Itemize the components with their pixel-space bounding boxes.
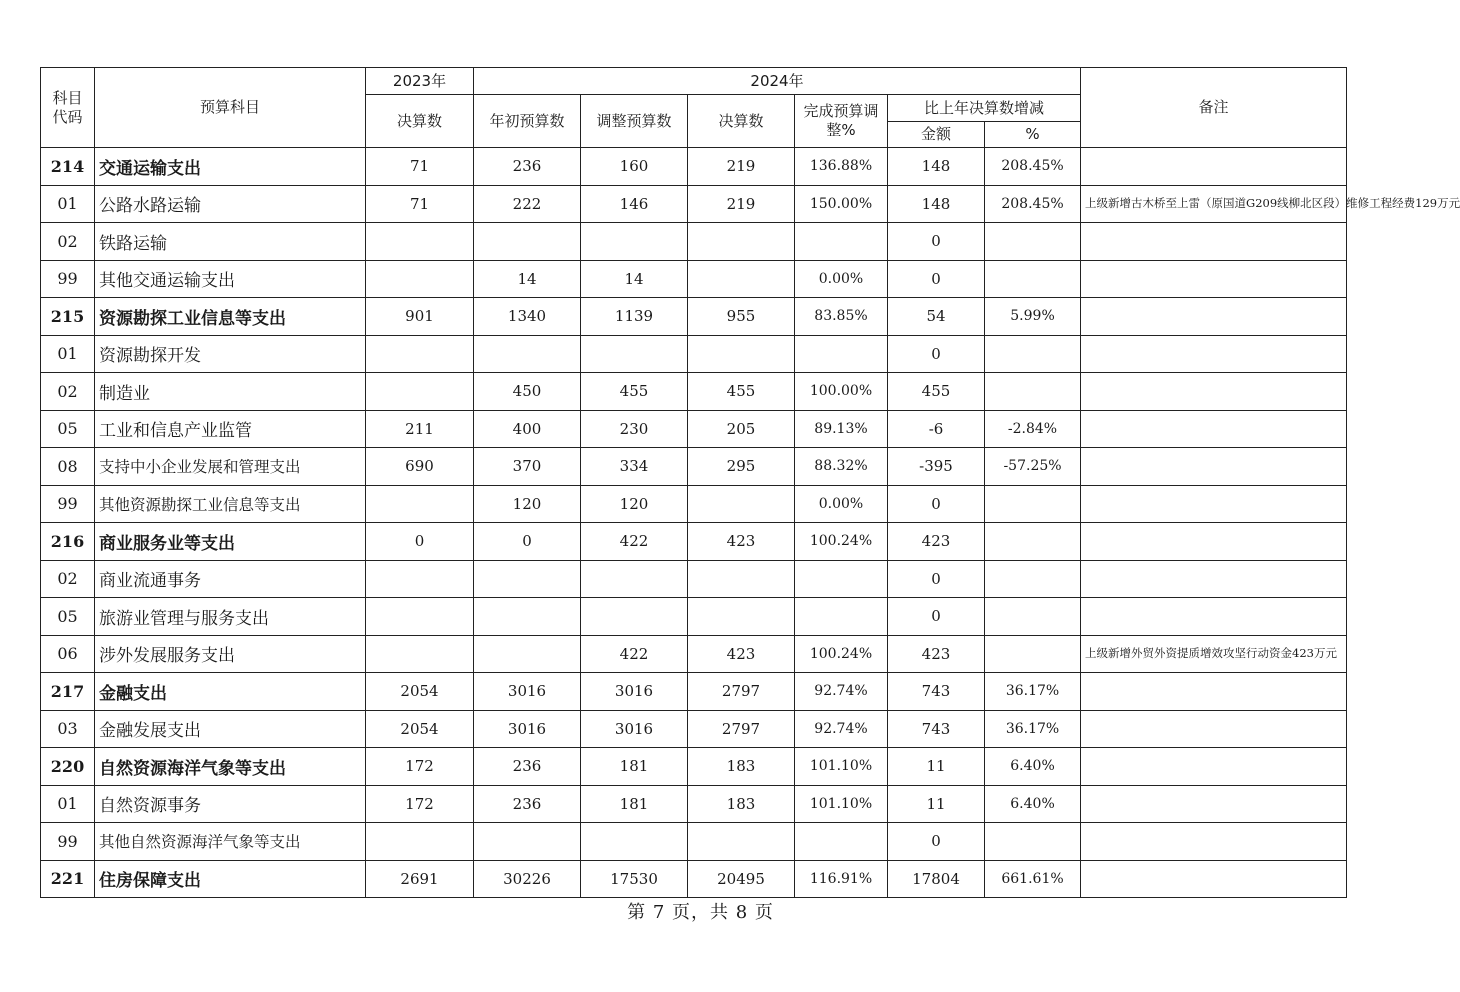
table-row [41,635,1347,673]
budget-sheet [40,67,1460,898]
row-name-cell: 金融支出 [95,673,366,711]
header-subject: 预算科目 [95,68,366,148]
table-row [41,185,1347,223]
row-code-cell: 221 [41,860,95,898]
row-2023-final-cell: 172 [366,785,474,823]
row-initial-budget-cell: 236 [474,748,581,786]
row-name-cell: 其他交通运输支出 [95,260,366,298]
row-note-cell [1081,260,1347,298]
row-2023-final-cell [366,560,474,598]
row-change-amount-cell: 11 [888,748,985,786]
row-2023-final-cell [366,823,474,861]
row-code-cell: 216 [41,523,95,561]
table-row [41,335,1347,373]
row-final-cell [688,260,795,298]
row-2023-final-cell: 2054 [366,710,474,748]
row-change-amount-cell: -6 [888,410,985,448]
row-final-cell: 2797 [688,710,795,748]
row-change-amount-cell: -395 [888,448,985,486]
header-initial-budget: 年初预算数 [474,95,581,148]
row-name-cell: 金融发展支出 [95,710,366,748]
row-adjusted-budget-cell: 146 [581,185,688,223]
row-change-percent-cell [985,560,1081,598]
row-note-cell: 上级新增古木桥至上雷（原国道G209线柳北区段）维修工程经费129万元 [1081,185,1347,223]
row-code-cell: 02 [41,373,95,411]
table-row [41,410,1347,448]
row-name-cell: 住房保障支出 [95,860,366,898]
row-completion-cell: 0.00% [795,260,888,298]
row-code-cell: 02 [41,560,95,598]
row-2023-final-cell: 172 [366,748,474,786]
row-final-cell: 455 [688,373,795,411]
row-2023-final-cell: 2054 [366,673,474,711]
row-completion-cell: 100.00% [795,373,888,411]
row-change-percent-cell: 208.45% [985,148,1081,186]
row-adjusted-budget-cell [581,335,688,373]
table-row [41,485,1347,523]
budget-table [40,67,1460,898]
row-initial-budget-cell: 236 [474,785,581,823]
row-name-cell: 商业服务业等支出 [95,523,366,561]
row-final-cell: 205 [688,410,795,448]
row-change-percent-cell: 6.40% [985,748,1081,786]
row-completion-cell: 92.74% [795,673,888,711]
row-code-cell: 99 [41,485,95,523]
row-change-percent-cell [985,485,1081,523]
row-name-cell: 制造业 [95,373,366,411]
header-prev-final: 决算数 [366,95,474,148]
row-change-amount-cell: 455 [888,373,985,411]
row-2023-final-cell: 71 [366,148,474,186]
row-2023-final-cell: 901 [366,298,474,336]
row-initial-budget-cell: 1340 [474,298,581,336]
row-note-cell [1081,748,1347,786]
header-final: 决算数 [688,95,795,148]
row-2023-final-cell [366,485,474,523]
row-change-percent-cell: 661.61% [985,860,1081,898]
table-header [41,68,1347,148]
row-adjusted-budget-cell [581,598,688,636]
row-code-cell: 220 [41,748,95,786]
row-completion-cell [795,223,888,261]
row-adjusted-budget-cell [581,560,688,598]
table-row [41,260,1347,298]
row-completion-cell [795,598,888,636]
row-final-cell: 423 [688,635,795,673]
row-name-cell: 涉外发展服务支出 [95,635,366,673]
row-adjusted-budget-cell: 230 [581,410,688,448]
header-vs-prev: 比上年决算数增减 [888,95,1081,122]
row-initial-budget-cell [474,823,581,861]
header-code [41,68,95,148]
header-code-line1: 科目 [52,88,83,107]
row-change-amount-cell: 148 [888,148,985,186]
row-name-cell: 旅游业管理与服务支出 [95,598,366,636]
row-completion-cell: 150.00% [795,185,888,223]
row-initial-budget-cell [474,560,581,598]
row-adjusted-budget-cell: 160 [581,148,688,186]
row-final-cell: 295 [688,448,795,486]
row-adjusted-budget-cell: 120 [581,485,688,523]
table-row [41,523,1347,561]
row-completion-cell: 116.91% [795,860,888,898]
table-row [41,860,1347,898]
row-final-cell: 955 [688,298,795,336]
row-initial-budget-cell: 14 [474,260,581,298]
table-row [41,710,1347,748]
table-row [41,598,1347,636]
row-completion-cell: 89.13% [795,410,888,448]
row-change-amount-cell: 11 [888,785,985,823]
row-final-cell [688,223,795,261]
row-name-cell: 铁路运输 [95,223,366,261]
row-note-cell [1081,148,1347,186]
row-completion-cell: 88.32% [795,448,888,486]
row-adjusted-budget-cell: 14 [581,260,688,298]
row-name-cell: 交通运输支出 [95,148,366,186]
row-initial-budget-cell: 450 [474,373,581,411]
row-initial-budget-cell: 370 [474,448,581,486]
row-initial-budget-cell [474,598,581,636]
table-row [41,748,1347,786]
row-initial-budget-cell: 3016 [474,710,581,748]
row-final-cell: 183 [688,785,795,823]
row-code-cell: 02 [41,223,95,261]
row-2023-final-cell: 211 [366,410,474,448]
row-final-cell [688,823,795,861]
row-adjusted-budget-cell: 422 [581,635,688,673]
row-final-cell: 20495 [688,860,795,898]
row-adjusted-budget-cell: 455 [581,373,688,411]
row-note-cell [1081,673,1347,711]
row-change-percent-cell [985,335,1081,373]
header-year-2024: 2024年 [474,68,1081,95]
row-name-cell: 支持中小企业发展和管理支出 [95,448,366,486]
row-final-cell: 219 [688,148,795,186]
row-change-amount-cell: 0 [888,223,985,261]
row-change-percent-cell: 36.17% [985,710,1081,748]
row-name-cell: 其他资源勘探工业信息等支出 [95,485,366,523]
row-change-percent-cell: 208.45% [985,185,1081,223]
row-change-percent-cell: -57.25% [985,448,1081,486]
row-final-cell [688,598,795,636]
row-note-cell [1081,823,1347,861]
row-change-amount-cell: 423 [888,523,985,561]
row-name-cell: 商业流通事务 [95,560,366,598]
row-adjusted-budget-cell [581,223,688,261]
table-row [41,785,1347,823]
row-name-cell: 自然资源事务 [95,785,366,823]
row-name-cell: 资源勘探开发 [95,335,366,373]
row-initial-budget-cell: 3016 [474,673,581,711]
row-note-cell [1081,448,1347,486]
row-code-cell: 99 [41,823,95,861]
row-adjusted-budget-cell: 1139 [581,298,688,336]
row-adjusted-budget-cell [581,823,688,861]
row-change-amount-cell: 423 [888,635,985,673]
row-completion-cell [795,335,888,373]
row-name-cell: 其他自然资源海洋气象等支出 [95,823,366,861]
table-row [41,298,1347,336]
row-completion-cell: 101.10% [795,748,888,786]
row-change-amount-cell: 0 [888,335,985,373]
header-notes: 备注 [1081,68,1347,148]
row-note-cell [1081,598,1347,636]
row-name-cell: 公路水路运输 [95,185,366,223]
row-change-amount-cell: 0 [888,485,985,523]
header-year-2023: 2023年 [366,68,474,95]
row-change-percent-cell: 6.40% [985,785,1081,823]
row-name-cell: 工业和信息产业监管 [95,410,366,448]
row-note-cell [1081,410,1347,448]
row-final-cell [688,560,795,598]
row-initial-budget-cell [474,635,581,673]
row-note-cell [1081,335,1347,373]
row-change-amount-cell: 743 [888,710,985,748]
row-change-percent-cell [985,373,1081,411]
row-change-percent-cell: -2.84% [985,410,1081,448]
row-note-cell [1081,860,1347,898]
row-2023-final-cell [366,335,474,373]
table-row [41,223,1347,261]
header-code-line2: 代码 [52,107,83,126]
row-completion-cell: 92.74% [795,710,888,748]
row-2023-final-cell: 0 [366,523,474,561]
row-change-percent-cell: 36.17% [985,673,1081,711]
row-code-cell: 03 [41,710,95,748]
row-change-percent-cell [985,260,1081,298]
row-completion-cell: 100.24% [795,523,888,561]
row-code-cell: 217 [41,673,95,711]
row-change-percent-cell: 5.99% [985,298,1081,336]
row-change-amount-cell: 148 [888,185,985,223]
row-final-cell: 423 [688,523,795,561]
table-body [41,148,1460,898]
row-code-cell: 05 [41,410,95,448]
row-adjusted-budget-cell: 17530 [581,860,688,898]
row-initial-budget-cell: 0 [474,523,581,561]
header-completion: 完成预算调整% [795,95,888,148]
row-final-cell: 219 [688,185,795,223]
row-adjusted-budget-cell: 422 [581,523,688,561]
row-code-cell: 01 [41,185,95,223]
header-percent: % [985,122,1081,148]
table-row [41,560,1347,598]
row-2023-final-cell [366,598,474,636]
row-initial-budget-cell: 222 [474,185,581,223]
table-row [41,448,1347,486]
row-change-amount-cell: 0 [888,260,985,298]
row-2023-final-cell [366,635,474,673]
row-change-amount-cell: 54 [888,298,985,336]
row-adjusted-budget-cell: 181 [581,785,688,823]
row-note-cell [1081,485,1347,523]
row-note-cell [1081,223,1347,261]
row-name-cell: 资源勘探工业信息等支出 [95,298,366,336]
row-change-amount-cell: 17804 [888,860,985,898]
table-row [41,373,1347,411]
row-initial-budget-cell [474,223,581,261]
row-note-cell: 上级新增外贸外资提质增效攻坚行动资金423万元 [1081,635,1347,673]
row-2023-final-cell: 690 [366,448,474,486]
row-note-cell [1081,710,1347,748]
row-note-cell [1081,560,1347,598]
row-2023-final-cell [366,223,474,261]
row-final-cell: 183 [688,748,795,786]
row-change-percent-cell [985,523,1081,561]
table-row [41,673,1347,711]
row-final-cell: 2797 [688,673,795,711]
row-initial-budget-cell: 120 [474,485,581,523]
row-adjusted-budget-cell: 3016 [581,673,688,711]
row-initial-budget-cell: 30226 [474,860,581,898]
row-change-amount-cell: 743 [888,673,985,711]
row-change-percent-cell [985,635,1081,673]
row-2023-final-cell [366,260,474,298]
row-change-amount-cell: 0 [888,598,985,636]
row-code-cell: 06 [41,635,95,673]
row-initial-budget-cell: 400 [474,410,581,448]
row-completion-cell [795,823,888,861]
row-name-cell: 自然资源海洋气象等支出 [95,748,366,786]
row-adjusted-budget-cell: 3016 [581,710,688,748]
row-2023-final-cell: 71 [366,185,474,223]
row-initial-budget-cell: 236 [474,148,581,186]
row-note-cell [1081,298,1347,336]
row-change-percent-cell [985,598,1081,636]
header-amount: 金额 [888,122,985,148]
row-change-amount-cell: 0 [888,560,985,598]
row-code-cell: 214 [41,148,95,186]
row-2023-final-cell: 2691 [366,860,474,898]
row-completion-cell: 136.88% [795,148,888,186]
row-final-cell [688,485,795,523]
row-code-cell: 99 [41,260,95,298]
row-code-cell: 01 [41,335,95,373]
row-completion-cell: 100.24% [795,635,888,673]
row-adjusted-budget-cell: 181 [581,748,688,786]
row-note-cell [1081,785,1347,823]
row-initial-budget-cell [474,335,581,373]
row-code-cell: 05 [41,598,95,636]
row-change-amount-cell: 0 [888,823,985,861]
table-row [41,823,1347,861]
row-note-cell [1081,373,1347,411]
row-code-cell: 01 [41,785,95,823]
row-adjusted-budget-cell: 334 [581,448,688,486]
row-note-cell [1081,523,1347,561]
page-number: 第 7 页，共 8 页 [627,902,774,923]
row-2023-final-cell [366,373,474,411]
row-completion-cell: 83.85% [795,298,888,336]
table-row [41,148,1347,186]
row-code-cell: 08 [41,448,95,486]
row-completion-cell: 101.10% [795,785,888,823]
header-adjusted-budget: 调整预算数 [581,95,688,148]
row-final-cell [688,335,795,373]
row-code-cell: 215 [41,298,95,336]
row-change-percent-cell [985,823,1081,861]
row-change-percent-cell [985,223,1081,261]
row-completion-cell: 0.00% [795,485,888,523]
row-completion-cell [795,560,888,598]
